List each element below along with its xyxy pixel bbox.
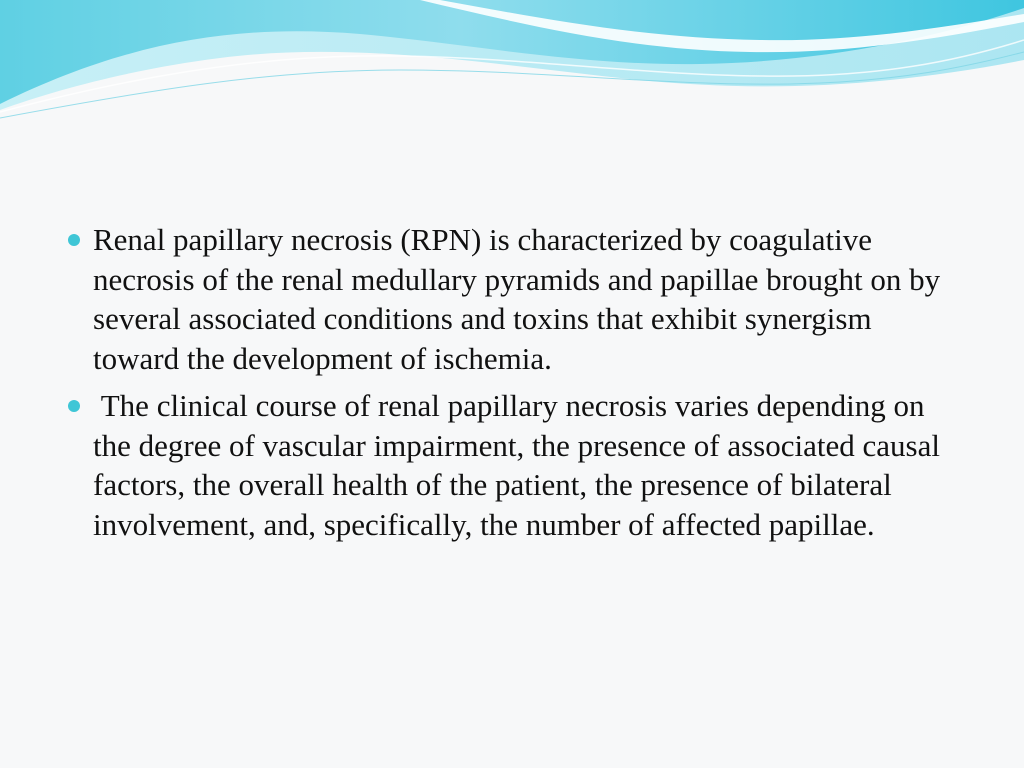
bullet-marker-icon [68,400,80,412]
decorative-wave-header [0,0,1024,130]
bullet-item [68,386,948,544]
bullet-text: The clinical course of renal papillary necrosis varies depending on the degree of vascular impairment, the presence of associated causal factors, the overall health of the patient, the presence of bilateral involvement, and, specifically, the number of affected papillae. [93,388,948,542]
bullet-marker-icon [68,234,80,246]
bullet-list [68,220,948,552]
bullet-text: Renal papillary necrosis (RPN) is characterized by coagulative necrosis of the renal medullary pyramids and papillae brought on by several associated conditions and toxins that exhibit synergism toward the development of ischemia. [93,222,948,376]
bullet-item [68,220,948,378]
